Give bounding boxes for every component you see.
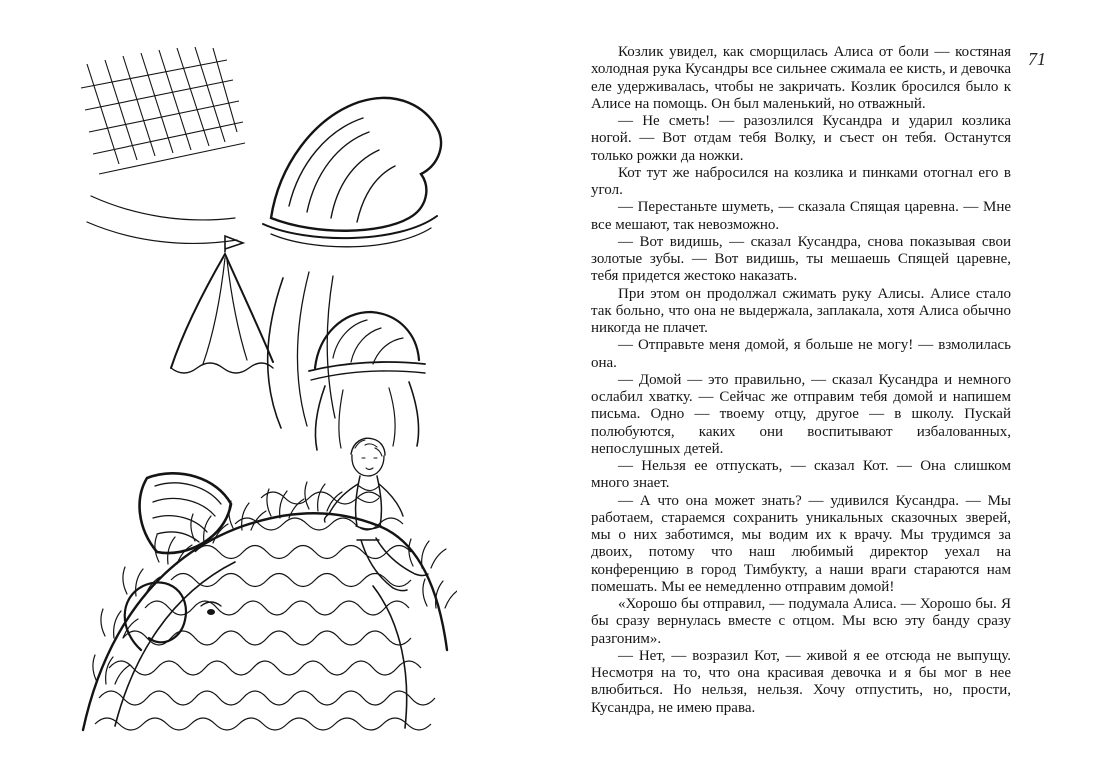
paragraph: — А что она может знать? — удивился Кусандра. — Мы работаем, стараемся сохранить уникальных сказочных зверей, мы о них заботимся, мы водим их к врачу. Мы трудимся за двоих, потому что наш любимый директор уехал на конференцию в город Тимбукту, а наши враги стараются нам помешать. Мы ее немедленно отправим домой! — [591, 492, 1011, 595]
crosshatch-texture — [81, 47, 245, 174]
paragraph: Козлик увидел, как сморщилась Алиса от боли — костяная холодная рука Кусандры все сильнее сжимала ее кисть, и девочка еле удерживалась, чтобы не закричать. Козлик бросился было к Алисе на помощь. Он был маленький, но отважный. — [591, 44, 1011, 112]
beast-face — [125, 582, 221, 650]
creature-mound — [83, 513, 447, 730]
creature-hump — [268, 272, 335, 428]
right-page-text — [591, 44, 1011, 717]
small-hat — [309, 312, 425, 380]
book-illustration — [75, 46, 457, 738]
paragraph: — Не сметь! — разозлился Кусандра и ударил козлика ногой. — Вот отдам тебя Волку, и съест он тебя. Останутся только рожки да ножки. — [591, 113, 1011, 164]
paragraph: При этом он продолжал сжимать руку Алисы. Алисе стало так больно, что она не выдержала, заплакала, хотя Алиса обычно никогда не плачет. — [591, 285, 1011, 336]
page-number: 71 — [1028, 49, 1046, 69]
paragraph: — Перестаньте шуметь, — сказала Спящая царевна. — Мне все мешают, так невозможно. — [591, 199, 1011, 233]
paragraph: Кот тут же набросился на козлика и пинками отогнал его в угол. — [591, 164, 1011, 198]
paragraph: — Вот видишь, — сказал Кусандра, снова показывая свои золотые зубы. — Вот видишь, ты мешаешь Спящей царевне, тебя придется жестоко наказать. — [591, 233, 1011, 285]
paragraph: — Отправьте меня домой, я больше не могу! — взмолилась она. — [591, 337, 1011, 371]
dark-fold — [140, 473, 231, 553]
tent — [171, 236, 273, 373]
sketch-lines — [87, 196, 237, 243]
paragraph: «Хорошо бы отправил, — подумала Алиса. — Хорошо бы. Я бы сразу вернулась вместе с отцом. Мы всю эту банду сразу разгоним». — [591, 596, 1011, 647]
left-page-illustration — [75, 46, 457, 738]
paragraph: — Нет, — возразил Кот, — живой я ее отсюда не выпущу. Несмотря на то, что она красивая девочка и я бы мог в нее влюбиться. Но нельзя, нельзя. Хочу отпустить, но, прости, Кусандра, не имею права. — [591, 647, 1011, 716]
paragraph: — Домой — это правильно, — сказал Кусандра и немного ослабил хватку. — Сейчас же отправим тебя домой и напишем письма. Одно — твоему отцу, другое — в школу. Пускай полюбуются, каких они воспитывают избалованных, непослушных детей. — [591, 371, 1011, 457]
paragraph: — Нельзя ее отпускать, — сказал Кот. — Она слишком много знает. — [591, 458, 1011, 492]
large-hat — [263, 98, 441, 247]
